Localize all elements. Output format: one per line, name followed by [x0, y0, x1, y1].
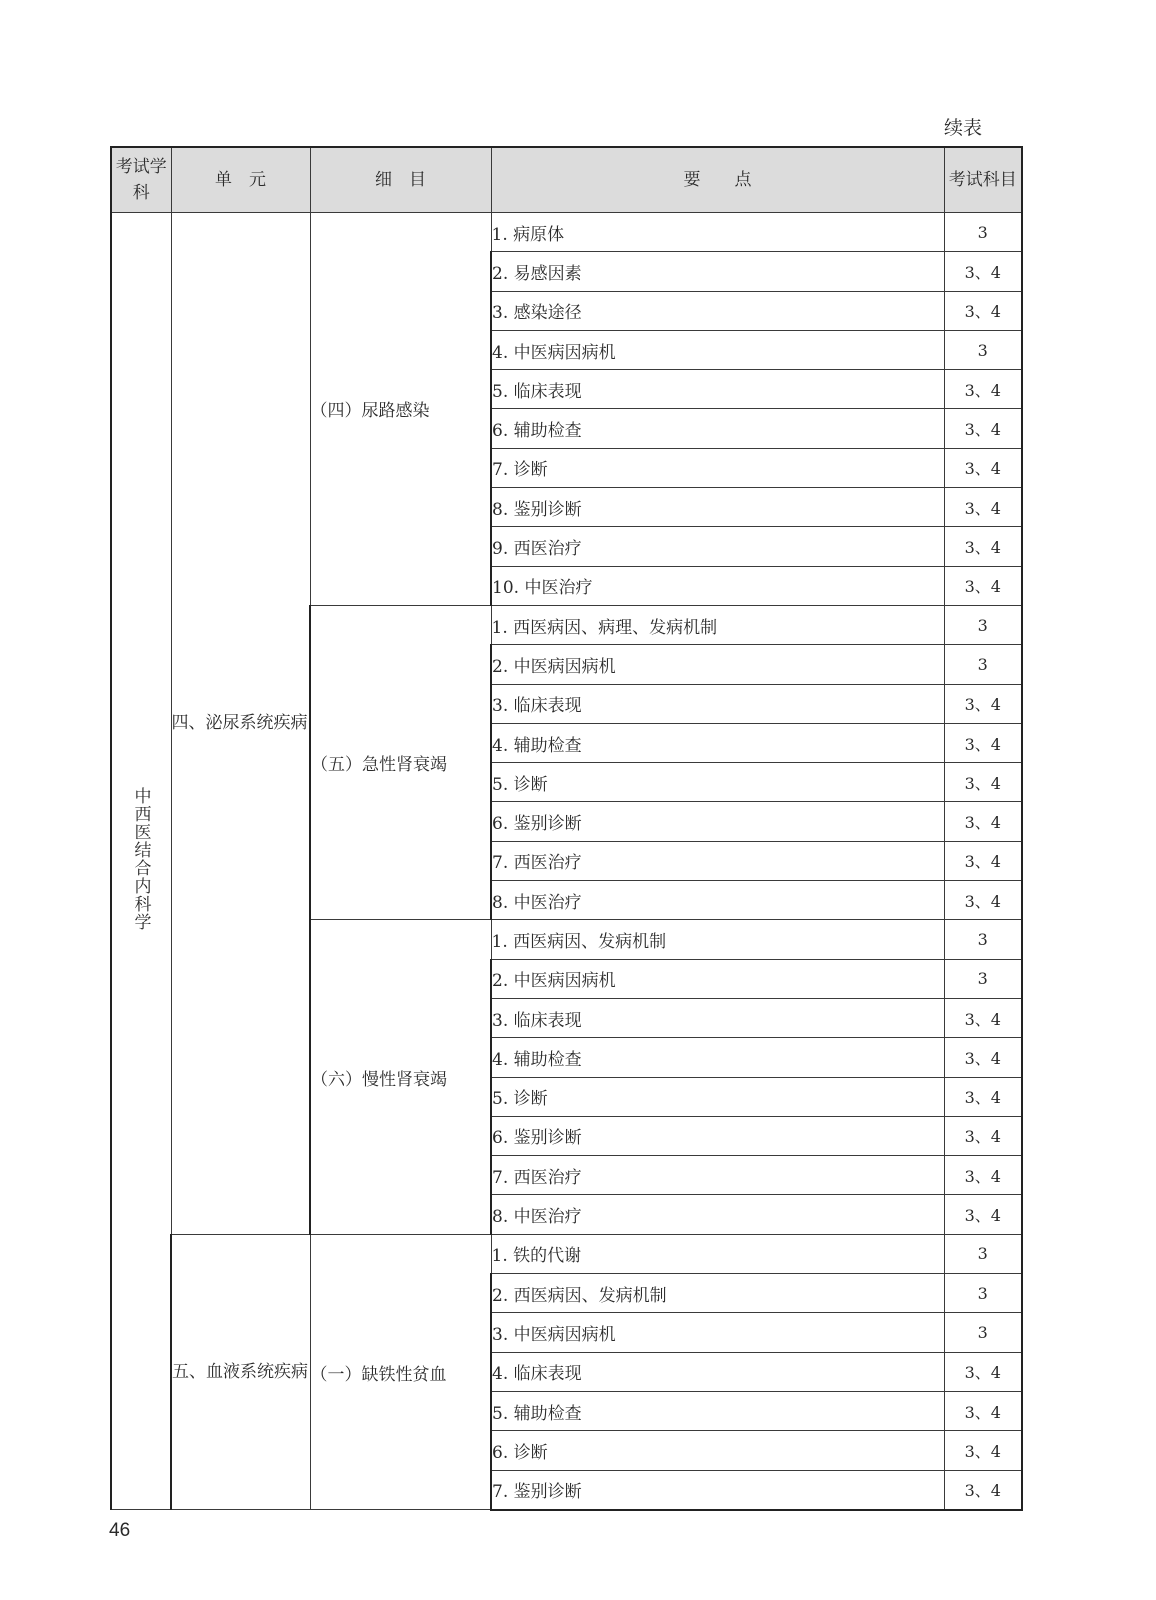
exam-code-cell: 3、4 [944, 566, 1022, 605]
item-cell: （六）慢性肾衰竭 [310, 920, 491, 1234]
exam-code-cell: 3 [944, 213, 1022, 252]
point-cell: 2. 中医病因病机 [491, 959, 944, 998]
syllabus-table [110, 146, 1023, 1511]
exam-code-cell: 3、4 [944, 252, 1022, 291]
point-cell: 1. 铁的代谢 [491, 1234, 944, 1273]
point-cell: 7. 鉴别诊断 [491, 1470, 944, 1510]
exam-code-cell: 3、4 [944, 488, 1022, 527]
point-cell: 7. 诊断 [491, 448, 944, 487]
exam-code-cell: 3、4 [944, 684, 1022, 723]
point-cell: 1. 西医病因、病理、发病机制 [491, 605, 944, 644]
exam-code-cell: 3、4 [944, 448, 1022, 487]
unit-cell: 四、泌尿系统疾病 [171, 213, 310, 1235]
exam-code-cell: 3 [944, 1274, 1022, 1313]
subject-cell [111, 213, 171, 1510]
exam-code-cell: 3 [944, 920, 1022, 959]
exam-code-cell: 3、4 [944, 370, 1022, 409]
table-row [111, 213, 1022, 252]
table-body [111, 213, 1022, 1510]
point-cell: 8. 中医治疗 [491, 881, 944, 920]
point-cell: 8. 中医治疗 [491, 1195, 944, 1234]
subject-name: 中西医结合内科学 [130, 786, 151, 931]
point-cell: 10. 中医治疗 [491, 566, 944, 605]
exam-code-cell: 3、4 [944, 802, 1022, 841]
point-cell: 4. 辅助检查 [491, 1038, 944, 1077]
exam-code-cell: 3、4 [944, 881, 1022, 920]
point-cell: 8. 鉴别诊断 [491, 488, 944, 527]
page-number: 46 [109, 1520, 131, 1541]
header-points: 要 点 [491, 147, 944, 213]
point-cell: 5. 临床表现 [491, 370, 944, 409]
point-cell: 6. 诊断 [491, 1431, 944, 1470]
exam-code-cell: 3 [944, 605, 1022, 644]
continued-table-label: 续表 [944, 117, 983, 139]
point-cell: 5. 辅助检查 [491, 1391, 944, 1430]
point-cell: 1. 西医病因、发病机制 [491, 920, 944, 959]
exam-code-cell: 3 [944, 645, 1022, 684]
header-exam-code: 考试科目 [944, 147, 1022, 213]
table-header-row [111, 147, 1022, 213]
exam-code-cell: 3、4 [944, 409, 1022, 448]
exam-code-cell: 3、4 [944, 763, 1022, 802]
exam-code-cell: 3 [944, 330, 1022, 369]
exam-code-cell: 3、4 [944, 1116, 1022, 1155]
item-cell: （四）尿路感染 [310, 213, 491, 606]
exam-code-cell: 3、4 [944, 723, 1022, 762]
point-cell: 3. 临床表现 [491, 998, 944, 1037]
point-cell: 7. 西医治疗 [491, 841, 944, 880]
point-cell: 4. 中医病因病机 [491, 330, 944, 369]
point-cell: 9. 西医治疗 [491, 527, 944, 566]
point-cell: 4. 临床表现 [491, 1352, 944, 1391]
table-row [111, 1234, 1022, 1273]
exam-code-cell: 3、4 [944, 1391, 1022, 1430]
point-cell: 6. 鉴别诊断 [491, 802, 944, 841]
point-cell: 3. 临床表现 [491, 684, 944, 723]
exam-code-cell: 3、4 [944, 1431, 1022, 1470]
exam-code-cell: 3、4 [944, 1077, 1022, 1116]
exam-code-cell: 3、4 [944, 527, 1022, 566]
exam-code-cell: 3 [944, 1234, 1022, 1273]
point-cell: 3. 感染途径 [491, 291, 944, 330]
exam-code-cell: 3、4 [944, 998, 1022, 1037]
exam-code-cell: 3、4 [944, 291, 1022, 330]
point-cell: 2. 西医病因、发病机制 [491, 1274, 944, 1313]
exam-code-cell: 3 [944, 1313, 1022, 1352]
exam-code-cell: 3、4 [944, 1156, 1022, 1195]
header-item: 细 目 [310, 147, 491, 213]
point-cell: 2. 中医病因病机 [491, 645, 944, 684]
point-cell: 5. 诊断 [491, 763, 944, 802]
unit-cell: 五、血液系统疾病 [171, 1234, 310, 1510]
exam-code-cell: 3、4 [944, 1470, 1022, 1510]
point-cell: 4. 辅助检查 [491, 723, 944, 762]
point-cell: 1. 病原体 [491, 213, 944, 252]
exam-code-cell: 3、4 [944, 1352, 1022, 1391]
header-unit: 单 元 [171, 147, 310, 213]
item-cell: （一）缺铁性贫血 [310, 1234, 491, 1510]
header-subject: 考试学科 [111, 147, 171, 213]
point-cell: 7. 西医治疗 [491, 1156, 944, 1195]
exam-code-cell: 3、4 [944, 1195, 1022, 1234]
exam-code-cell: 3、4 [944, 1038, 1022, 1077]
exam-code-cell: 3 [944, 959, 1022, 998]
point-cell: 2. 易感因素 [491, 252, 944, 291]
exam-code-cell: 3、4 [944, 841, 1022, 880]
point-cell: 3. 中医病因病机 [491, 1313, 944, 1352]
point-cell: 6. 辅助检查 [491, 409, 944, 448]
item-cell: （五）急性肾衰竭 [310, 605, 491, 919]
point-cell: 6. 鉴别诊断 [491, 1116, 944, 1155]
point-cell: 5. 诊断 [491, 1077, 944, 1116]
